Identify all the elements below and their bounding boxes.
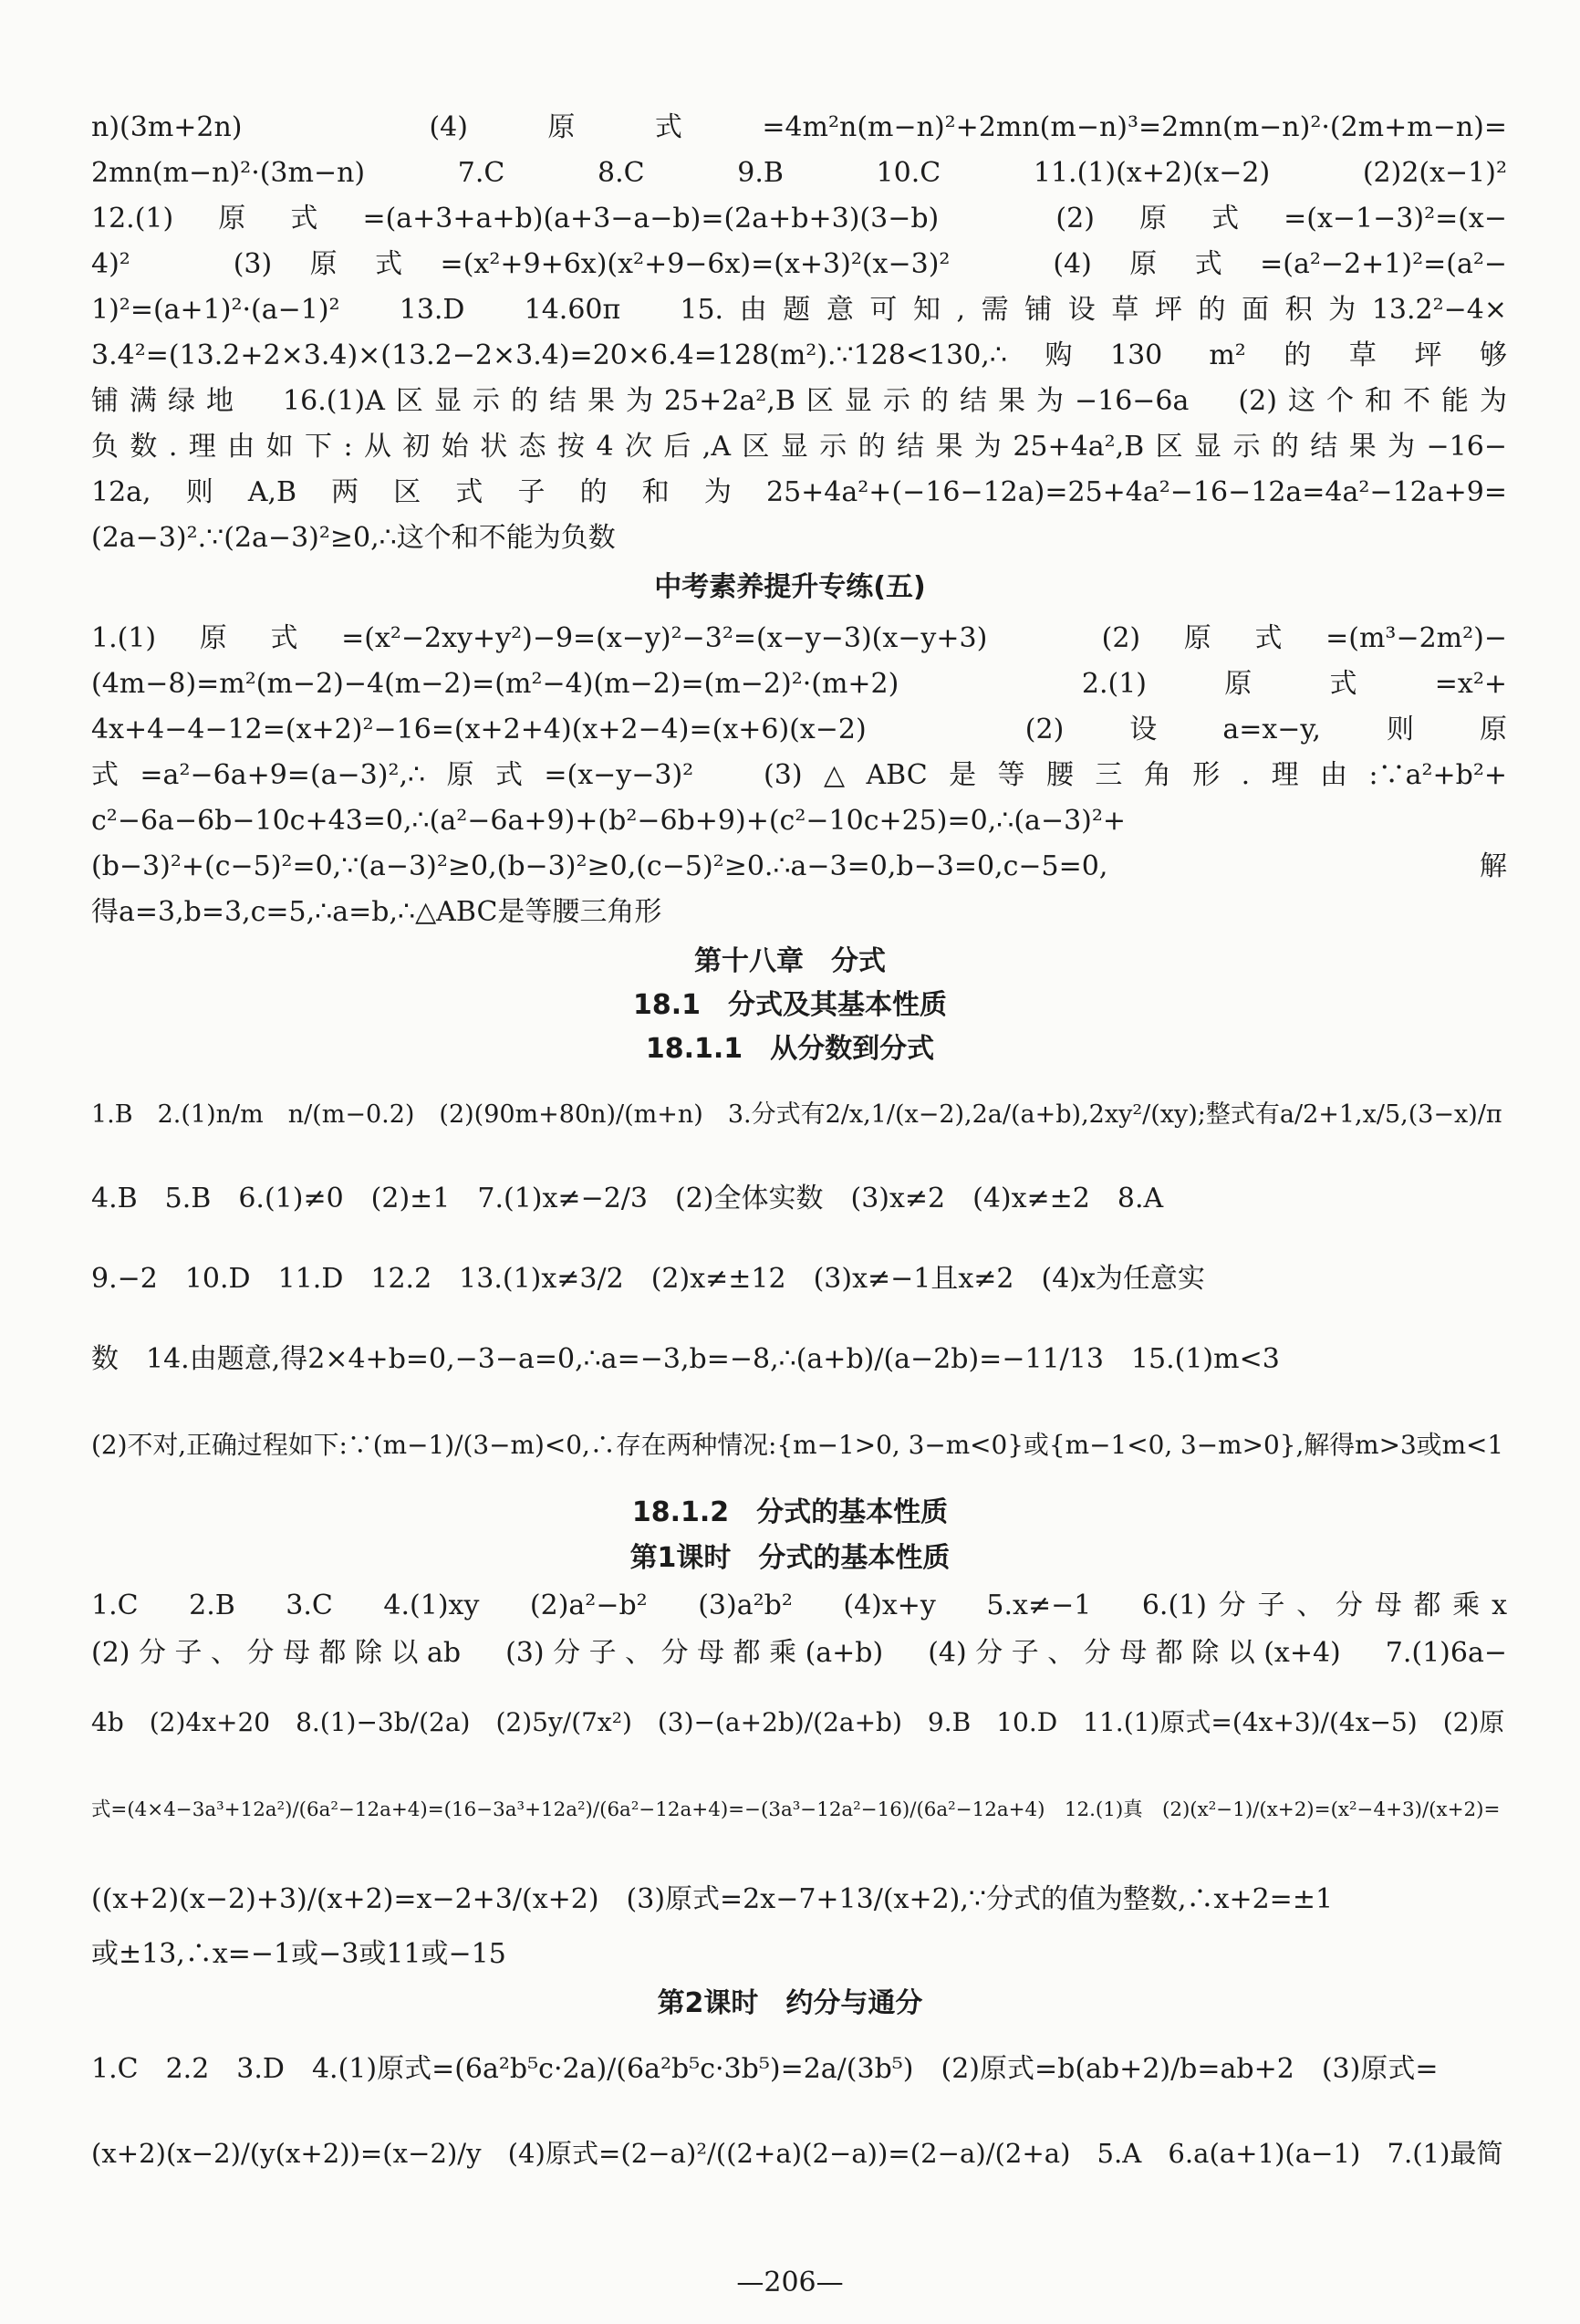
answer-line-20: 9.−2 10.D 11.D 12.2 13.(1)x≠3/2 (2)x≠±12 (3)x≠−1且x≠2 (4)x为任意实 <box>91 1263 1205 1295</box>
answer-line-18: 1.B 2.(1)n/m n/(m−0.2) (2)(90m+80n)/(m+n) 3.分式有2/x,1/(x−2),2a/(a+b),2xy²/(xy);整式有a/2+1,x/5,(3−x)/π <box>91 1100 1502 1129</box>
answer-line-4: 4)² (3)原式=(x²+9+6x)(x²+9−6x)=(x+3)²(x−3)² (4)原式=(a²−2+1)²=(a²− <box>91 248 1507 280</box>
subsection-heading-18-1-1: 18.1.1 从分数到分式 <box>645 1033 935 1065</box>
answer-line-13: 4x+4−4−12=(x+2)²−16=(x+2+4)(x+2−4)=(x+6)(x−2) (2)设a=x−y,则原 <box>91 714 1507 745</box>
answer-line-12: (4m−8)=m²(m−2)−4(m−2)=(m²−4)(m−2)=(m−2)²·(m+2) 2.(1)原式=x²+ <box>91 668 1507 700</box>
answer-line-15: c²−6a−6b−10c+43=0,∴(a²−6a+9)+(b²−6b+9)+(c²−10c+25)=0,∴(a−3)²+ <box>91 805 1127 837</box>
answer-line-1: n)(3m+2n) (4)原式=4m²n(m−n)²+2mn(m−n)³=2mn(m−n)²·(2m+m−n)= <box>91 111 1507 143</box>
answer-line-14: 式=a²−6a+9=(a−3)²,∴原式=(x−y−3)² (3)△ABC是等腰三角形.理由:∵a²+b²+ <box>91 759 1507 791</box>
answer-line-26: 式=(4×4−3a³+12a²)/(6a²−12a+4)=(16−3a³+12a²)/(6a²−12a+4)=−(3a³−12a²−16)/(6a²−12a+4) 12.(1)真 (2)(x²−1)/(x+2)=(x²−4+3)/(x+2)= <box>91 1798 1501 1821</box>
answer-line-10: (2a−3)².∵(2a−3)²≥0,∴这个和不能为负数 <box>91 522 616 554</box>
answer-line-30: (x+2)(x−2)/(y(x+2))=(x−2)/y (4)原式=(2−a)²/((2+a)(2−a))=(2−a)/(2+a) 5.A 6.a(a+1)(a−1) 7.(1)最简 <box>91 2138 1503 2169</box>
subsection-heading-18-1-2: 18.1.2 分式的基本性质 <box>631 1496 949 1528</box>
answer-line-27: ((x+2)(x−2)+3)/(x+2)=x−2+3/(x+2) (3)原式=2x−7+13/(x+2),∵分式的值为整数,∴x+2=±1 <box>91 1883 1334 1915</box>
answer-line-3: 12.(1)原式=(a+3+a+b)(a+3−a−b)=(2a+b+3)(3−b) (2)原式=(x−1−3)²=(x− <box>91 203 1507 234</box>
answer-line-2: 2mn(m−n)²·(3m−n) 7.C 8.C 9.B 10.C 11.(1)(x+2)(x−2) (2)2(x−1)² <box>91 157 1507 189</box>
answer-line-22: (2)不对,正确过程如下:∵(m−1)/(3−m)<0,∴存在两种情况:{m−1>0, 3−m<0}或{m−1<0, 3−m>0},解得m>3或m<1 <box>91 1430 1504 1460</box>
answer-line-24: (2)分子、分母都除以ab (3)分子、分母都乘(a+b) (4)分子、分母都除以(x+4) 7.(1)6a− <box>91 1637 1507 1669</box>
page-number: —206— <box>736 2267 844 2298</box>
answer-line-6: 3.4²=(13.2+2×3.4)×(13.2−2×3.4)=20×6.4=128(m²).∵128<130,∴购130 m²的草坪够 <box>91 339 1507 371</box>
section-heading-18-1: 18.1 分式及其基本性质 <box>632 989 948 1021</box>
answer-line-21: 数 14.由题意,得2×4+b=0,−3−a=0,∴a=−3,b=−8,∴(a+b)/(a−2b)=−11/13 15.(1)m<3 <box>91 1343 1280 1375</box>
answer-line-7: 铺满绿地 16.(1)A区显示的结果为25+2a²,B区显示的结果为−16−6a (2)这个和不能为 <box>91 385 1507 417</box>
answer-line-23: 1.C 2.B 3.C 4.(1)xy (2)a²−b² (3)a²b² (4)x+y 5.x≠−1 6.(1)分子、分母都乘x <box>91 1589 1507 1621</box>
section-heading-exam-practice: 中考素养提升专练(五) <box>654 571 926 603</box>
answer-line-28: 或±13,∴x=−1或−3或11或−15 <box>91 1938 506 1970</box>
answer-line-5: 1)²=(a+1)²·(a−1)² 13.D 14.60π 15.由题意可知,需铺设草坪的面积为13.2²−4× <box>91 294 1507 326</box>
lesson-heading-1: 第1课时 分式的基本性质 <box>629 1542 951 1574</box>
answer-line-17: 得a=3,b=3,c=5,∴a=b,∴△ABC是等腰三角形 <box>91 896 662 928</box>
answer-line-11: 1.(1)原式=(x²−2xy+y²)−9=(x−y)²−3²=(x−y−3)(x−y+3) (2)原式=(m³−2m²)− <box>91 622 1507 654</box>
answer-line-25: 4b (2)4x+20 8.(1)−3b/(2a) (2)5y/(7x²) (3)−(a+2b)/(2a+b) 9.B 10.D 11.(1)原式=(4x+3)/(4x−5) (2)原 <box>91 1707 1505 1737</box>
lesson-heading-2: 第2课时 约分与通分 <box>657 1987 923 2019</box>
answer-line-8: 负数.理由如下:从初始状态按4次后,A区显示的结果为25+4a²,B区显示的结果为−16− <box>91 431 1507 463</box>
chapter-heading: 第十八章 分式 <box>694 945 886 977</box>
answer-line-19: 4.B 5.B 6.(1)≠0 (2)±1 7.(1)x≠−2/3 (2)全体实数 (3)x≠2 (4)x≠±2 8.A <box>91 1183 1164 1214</box>
answer-line-16: (b−3)²+(c−5)²=0,∵(a−3)²≥0,(b−3)²≥0,(c−5)²≥0.∴a−3=0,b−3=0,c−5=0,解 <box>91 850 1507 882</box>
answer-line-29: 1.C 2.2 3.D 4.(1)原式=(6a²b⁵c·2a)/(6a²b⁵c·3b⁵)=2a/(3b⁵) (2)原式=b(ab+2)/b=ab+2 (3)原式= <box>91 2053 1439 2085</box>
answer-line-9: 12a,则A,B两区式子的和为25+4a²+(−16−12a)=25+4a²−16−12a=4a²−12a+9= <box>91 476 1507 508</box>
